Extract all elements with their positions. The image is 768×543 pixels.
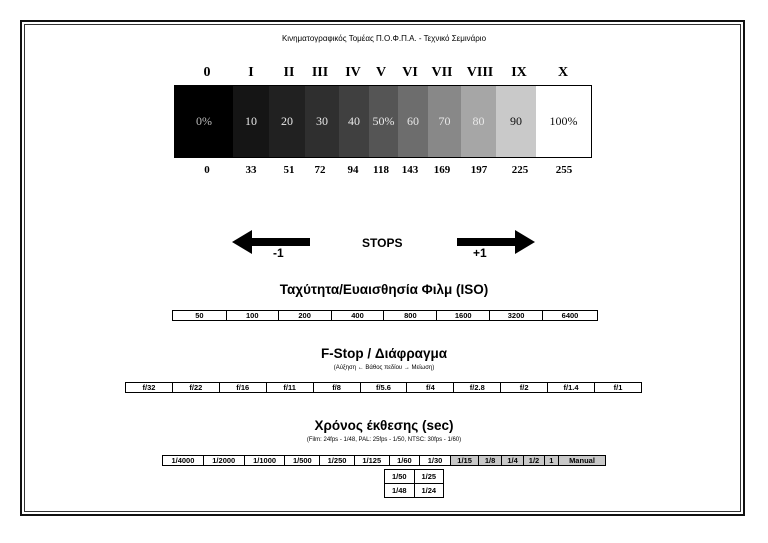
iso-title: Ταχύτητα/Ευαισθησία Φιλμ (ISO) [279, 282, 489, 297]
exposure-cell: 1/4000 [163, 456, 204, 466]
arrow-right-icon [455, 228, 535, 256]
roman-3: III [311, 65, 329, 80]
exposure-cell: 1/125 [354, 456, 389, 466]
exposure-extra-cell: 1/25 [414, 470, 444, 484]
iso-cell: 6400 [543, 311, 598, 321]
fstop-cell: f/5.6 [360, 383, 407, 393]
iso-cell: 800 [384, 311, 437, 321]
grey-swatch-50: 50% [369, 86, 398, 157]
grey-scale-strip [174, 85, 592, 158]
fstop-row [126, 383, 642, 393]
fstop-cell: f/32 [126, 383, 173, 393]
grey-swatch-40: 40 [339, 86, 369, 157]
grey-swatch-10: 10 [233, 86, 269, 157]
stop-minus-label: -1 [273, 246, 284, 260]
fstop-cell: f/4 [407, 383, 454, 393]
grey-swatch-70: 70 [428, 86, 461, 157]
roman-5: V [375, 65, 387, 80]
exposure-subtitle: (Film: 24fps - 1/48, PAL: 25fps - 1/50, NTSC: 30fps - 1/60) [306, 437, 462, 443]
exposure-cell: 1/30 [420, 456, 451, 466]
exposure-extra-table [384, 469, 444, 498]
fstop-cell: f/8 [313, 383, 360, 393]
level-5: 118 [373, 164, 389, 176]
iso-cell: 100 [226, 311, 278, 321]
exposure-cell: 1/15 [450, 456, 479, 466]
roman-0: 0 [203, 65, 211, 80]
iso-cell: 50 [173, 311, 227, 321]
roman-7: VII [431, 65, 453, 80]
grey-swatch-80: 80 [461, 86, 496, 157]
grey-swatch-30: 30 [305, 86, 339, 157]
exposure-extra-cell: 1/48 [385, 484, 415, 498]
roman-10: X [557, 65, 569, 80]
exposure-cell: 1/2000 [203, 456, 244, 466]
exposure-table [162, 455, 606, 466]
roman-1: I [248, 65, 254, 80]
iso-cell: 200 [278, 311, 331, 321]
fstop-title: F-Stop / Διάφραγμα [320, 346, 448, 361]
fstop-cell: f/22 [172, 383, 219, 393]
iso-cell: 1600 [437, 311, 490, 321]
iso-cell: 3200 [490, 311, 543, 321]
iso-row [173, 311, 598, 321]
exposure-cell: 1/4 [501, 456, 523, 466]
grey-swatch-60: 60 [398, 86, 428, 157]
roman-8: VIII [466, 65, 494, 80]
grey-swatch-20: 20 [269, 86, 305, 157]
fstop-cell: f/1.4 [548, 383, 595, 393]
roman-2: II [283, 65, 295, 80]
fstop-cell: f/2.8 [454, 383, 501, 393]
fstop-cell: f/2 [501, 383, 548, 393]
roman-9: IX [511, 65, 527, 80]
exposure-cell: 1/1000 [244, 456, 285, 466]
grey-swatch-90: 90 [496, 86, 536, 157]
level-1: 33 [245, 164, 257, 176]
exposure-extra-row [385, 484, 444, 498]
level-0: 0 [204, 164, 210, 176]
exposure-title: Χρόνος έκθεσης (sec) [314, 418, 454, 433]
level-3: 72 [314, 164, 326, 176]
fstop-table [125, 382, 642, 393]
level-4: 94 [347, 164, 359, 176]
page-header: Κινηματογραφικός Τομέας Π.Ο.Φ.Π.Α. - Τεχνικό Σεμινάριο [281, 34, 487, 43]
level-6: 143 [401, 164, 419, 176]
level-9: 225 [511, 164, 529, 176]
arrow-left-icon [232, 228, 312, 256]
level-8: 197 [470, 164, 488, 176]
exposure-row [163, 456, 606, 466]
stop-plus-label: +1 [473, 246, 487, 260]
stops-label: STOPS [362, 236, 403, 250]
exposure-cell: 1/2 [524, 456, 544, 466]
roman-4: IV [345, 65, 361, 80]
exposure-cell: 1/250 [320, 456, 355, 466]
roman-6: VI [402, 65, 418, 80]
exposure-cell: 1 [544, 456, 558, 466]
exposure-extra-cell: 1/24 [414, 484, 444, 498]
fstop-cell: f/11 [266, 383, 313, 393]
exposure-extra-row [385, 470, 444, 484]
fstop-cell: f/1 [595, 383, 642, 393]
fstop-subtitle: (Αύξηση ← Βάθος πεδίου → Μείωση) [333, 365, 435, 371]
fstop-cell: f/16 [219, 383, 266, 393]
grey-swatch-100: 100% [536, 86, 591, 157]
exposure-cell: 1/8 [479, 456, 501, 466]
level-2: 51 [283, 164, 295, 176]
grey-swatch-0: 0% [175, 86, 233, 157]
iso-cell: 400 [331, 311, 384, 321]
exposure-cell: 1/500 [285, 456, 320, 466]
iso-table [172, 310, 598, 321]
level-7: 169 [433, 164, 451, 176]
exposure-extra-cell: 1/50 [385, 470, 415, 484]
exposure-cell: 1/60 [389, 456, 420, 466]
exposure-cell: Manual [558, 456, 605, 466]
level-10: 255 [555, 164, 573, 176]
